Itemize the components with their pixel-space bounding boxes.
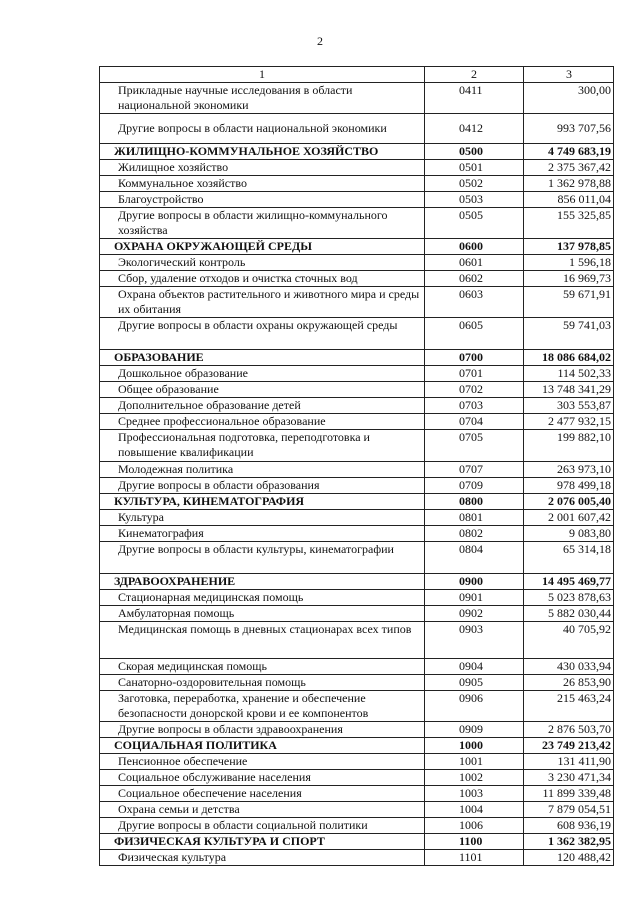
table-row xyxy=(100,510,614,526)
row-name: ОХРАНА ОКРУЖАЮЩЕЙ СРЕДЫ xyxy=(100,239,425,255)
row-code: 0702 xyxy=(425,382,524,398)
row-code: 1006 xyxy=(425,818,524,834)
table-row xyxy=(100,526,614,542)
row-code: 1100 xyxy=(425,834,524,850)
row-name: Среднее профессиональное образование xyxy=(100,414,425,430)
row-code: 0903 xyxy=(425,622,524,659)
table-row xyxy=(100,622,614,659)
table-row xyxy=(100,606,614,622)
row-code: 0802 xyxy=(425,526,524,542)
row-value: 215 463,24 xyxy=(524,691,614,722)
row-value: 11 899 339,48 xyxy=(524,786,614,802)
row-name: Благоустройство xyxy=(100,192,425,208)
column-header-1: 1 xyxy=(100,67,425,83)
table-row xyxy=(100,802,614,818)
row-name: Молодежная политика xyxy=(100,462,425,478)
row-name: Другие вопросы в области культуры, кинематографии xyxy=(100,542,425,574)
row-value: 26 853,90 xyxy=(524,675,614,691)
row-name: ФИЗИЧЕСКАЯ КУЛЬТУРА И СПОРТ xyxy=(100,834,425,850)
row-value: 430 033,94 xyxy=(524,659,614,675)
table-row xyxy=(100,462,614,478)
row-name: Коммунальное хозяйство xyxy=(100,176,425,192)
row-name: Прикладные научные исследования в области национальной экономики xyxy=(100,83,425,114)
row-name: Жилищное хозяйство xyxy=(100,160,425,176)
row-code: 0701 xyxy=(425,366,524,382)
row-name: Заготовка, переработка, хранение и обеспечение безопасности донорской крови и ее компонентов xyxy=(100,691,425,722)
row-code: 0500 xyxy=(425,144,524,160)
row-name: Другие вопросы в области здравоохранения xyxy=(100,722,425,738)
row-value: 16 969,73 xyxy=(524,271,614,287)
row-name: ОБРАЗОВАНИЕ xyxy=(100,350,425,366)
row-value: 2 477 932,15 xyxy=(524,414,614,430)
row-value: 59 741,03 xyxy=(524,318,614,350)
row-code: 1002 xyxy=(425,770,524,786)
table-row xyxy=(100,192,614,208)
row-name: Другие вопросы в области национальной экономики xyxy=(100,114,425,144)
row-name: Другие вопросы в области жилищно-коммунального хозяйства xyxy=(100,208,425,239)
table-row xyxy=(100,659,614,675)
table-row xyxy=(100,176,614,192)
row-code: 0904 xyxy=(425,659,524,675)
row-code: 0605 xyxy=(425,318,524,350)
row-name: Социальное обеспечение населения xyxy=(100,786,425,802)
row-value: 18 086 684,02 xyxy=(524,350,614,366)
row-code: 0801 xyxy=(425,510,524,526)
table-row xyxy=(100,83,614,114)
row-code: 1003 xyxy=(425,786,524,802)
row-value: 137 978,85 xyxy=(524,239,614,255)
row-value: 199 882,10 xyxy=(524,430,614,462)
table-row xyxy=(100,208,614,239)
row-name: Санаторно-оздоровительная помощь xyxy=(100,675,425,691)
row-name: ЖИЛИЩНО-КОММУНАЛЬНОЕ ХОЗЯЙСТВО xyxy=(100,144,425,160)
row-name: Сбор, удаление отходов и очистка сточных вод xyxy=(100,271,425,287)
row-value: 59 671,91 xyxy=(524,287,614,318)
row-code: 0705 xyxy=(425,430,524,462)
row-code: 1101 xyxy=(425,850,524,866)
table-row xyxy=(100,770,614,786)
row-value: 40 705,92 xyxy=(524,622,614,659)
row-name: Культура xyxy=(100,510,425,526)
row-name: Профессиональная подготовка, переподготовка и повышение квалификации xyxy=(100,430,425,462)
row-code: 0411 xyxy=(425,83,524,114)
row-name: Другие вопросы в области охраны окружающей среды xyxy=(100,318,425,350)
row-code: 0602 xyxy=(425,271,524,287)
row-value: 7 879 054,51 xyxy=(524,802,614,818)
page-number: 2 xyxy=(317,34,323,48)
section-row xyxy=(100,494,614,510)
row-code: 0700 xyxy=(425,350,524,366)
table-row xyxy=(100,382,614,398)
row-value: 978 499,18 xyxy=(524,478,614,494)
row-name: Скорая медицинская помощь xyxy=(100,659,425,675)
row-code: 0906 xyxy=(425,691,524,722)
table-row xyxy=(100,114,614,144)
section-row xyxy=(100,738,614,754)
row-value: 131 411,90 xyxy=(524,754,614,770)
table-row xyxy=(100,255,614,271)
table-row xyxy=(100,271,614,287)
row-name: Дополнительное образование детей xyxy=(100,398,425,414)
section-row xyxy=(100,239,614,255)
row-code: 1000 xyxy=(425,738,524,754)
row-name: Стационарная медицинская помощь xyxy=(100,590,425,606)
row-name: СОЦИАЛЬНАЯ ПОЛИТИКА xyxy=(100,738,425,754)
row-value: 9 083,80 xyxy=(524,526,614,542)
row-code: 0707 xyxy=(425,462,524,478)
table-row xyxy=(100,786,614,802)
row-value: 120 488,42 xyxy=(524,850,614,866)
row-value: 65 314,18 xyxy=(524,542,614,574)
table-row xyxy=(100,366,614,382)
row-value: 13 748 341,29 xyxy=(524,382,614,398)
row-code: 0804 xyxy=(425,542,524,574)
row-name: Общее образование xyxy=(100,382,425,398)
table-row xyxy=(100,675,614,691)
row-value: 1 596,18 xyxy=(524,255,614,271)
table-row xyxy=(100,691,614,722)
table-row xyxy=(100,542,614,574)
table-row xyxy=(100,318,614,350)
row-code: 1001 xyxy=(425,754,524,770)
row-value: 263 973,10 xyxy=(524,462,614,478)
table-row xyxy=(100,754,614,770)
row-name: Пенсионное обеспечение xyxy=(100,754,425,770)
row-name: Кинематография xyxy=(100,526,425,542)
row-value: 5 882 030,44 xyxy=(524,606,614,622)
row-code: 0501 xyxy=(425,160,524,176)
row-code: 0704 xyxy=(425,414,524,430)
row-name: ЗДРАВООХРАНЕНИЕ xyxy=(100,574,425,590)
budget-expenditure-table xyxy=(99,66,614,866)
section-row xyxy=(100,144,614,160)
column-header-3: 3 xyxy=(524,67,614,83)
section-row xyxy=(100,834,614,850)
row-value: 5 023 878,63 xyxy=(524,590,614,606)
row-name: Охрана объектов растительного и животного мира и среды их обитания xyxy=(100,287,425,318)
row-name: Физическая культура xyxy=(100,850,425,866)
row-code: 0909 xyxy=(425,722,524,738)
section-row xyxy=(100,574,614,590)
row-value: 2 876 503,70 xyxy=(524,722,614,738)
row-code: 0905 xyxy=(425,675,524,691)
row-value: 993 707,56 xyxy=(524,114,614,144)
row-code: 0709 xyxy=(425,478,524,494)
row-value: 856 011,04 xyxy=(524,192,614,208)
table-row xyxy=(100,478,614,494)
column-header-2: 2 xyxy=(425,67,524,83)
row-code: 1004 xyxy=(425,802,524,818)
row-value: 2 076 005,40 xyxy=(524,494,614,510)
row-value: 1 362 382,95 xyxy=(524,834,614,850)
row-code: 0502 xyxy=(425,176,524,192)
row-code: 0800 xyxy=(425,494,524,510)
table-row xyxy=(100,430,614,462)
row-value: 114 502,33 xyxy=(524,366,614,382)
row-value: 3 230 471,34 xyxy=(524,770,614,786)
row-value: 303 553,87 xyxy=(524,398,614,414)
table-row xyxy=(100,590,614,606)
row-value: 23 749 213,42 xyxy=(524,738,614,754)
table-row xyxy=(100,850,614,866)
row-value: 2 375 367,42 xyxy=(524,160,614,176)
table-row xyxy=(100,818,614,834)
row-code: 0900 xyxy=(425,574,524,590)
table-row xyxy=(100,398,614,414)
row-value: 4 749 683,19 xyxy=(524,144,614,160)
row-name: Другие вопросы в области социальной политики xyxy=(100,818,425,834)
row-value: 2 001 607,42 xyxy=(524,510,614,526)
row-name: Социальное обслуживание населения xyxy=(100,770,425,786)
row-name: Дошкольное образование xyxy=(100,366,425,382)
row-name: Амбулаторная помощь xyxy=(100,606,425,622)
row-code: 0600 xyxy=(425,239,524,255)
row-name: Охрана семьи и детства xyxy=(100,802,425,818)
row-name: Экологический контроль xyxy=(100,255,425,271)
row-name: Медицинская помощь в дневных стационарах всех типов xyxy=(100,622,425,659)
row-value: 155 325,85 xyxy=(524,208,614,239)
table-row xyxy=(100,414,614,430)
row-code: 0601 xyxy=(425,255,524,271)
row-code: 0901 xyxy=(425,590,524,606)
row-value: 608 936,19 xyxy=(524,818,614,834)
row-value: 14 495 469,77 xyxy=(524,574,614,590)
row-value: 300,00 xyxy=(524,83,614,114)
row-code: 0412 xyxy=(425,114,524,144)
row-value: 1 362 978,88 xyxy=(524,176,614,192)
table-row xyxy=(100,160,614,176)
row-name: КУЛЬТУРА, КИНЕМАТОГРАФИЯ xyxy=(100,494,425,510)
section-row xyxy=(100,350,614,366)
table-header-row xyxy=(100,67,614,83)
row-code: 0505 xyxy=(425,208,524,239)
row-code: 0902 xyxy=(425,606,524,622)
row-code: 0503 xyxy=(425,192,524,208)
table-row xyxy=(100,287,614,318)
row-code: 0703 xyxy=(425,398,524,414)
table-row xyxy=(100,722,614,738)
row-name: Другие вопросы в области образования xyxy=(100,478,425,494)
row-code: 0603 xyxy=(425,287,524,318)
